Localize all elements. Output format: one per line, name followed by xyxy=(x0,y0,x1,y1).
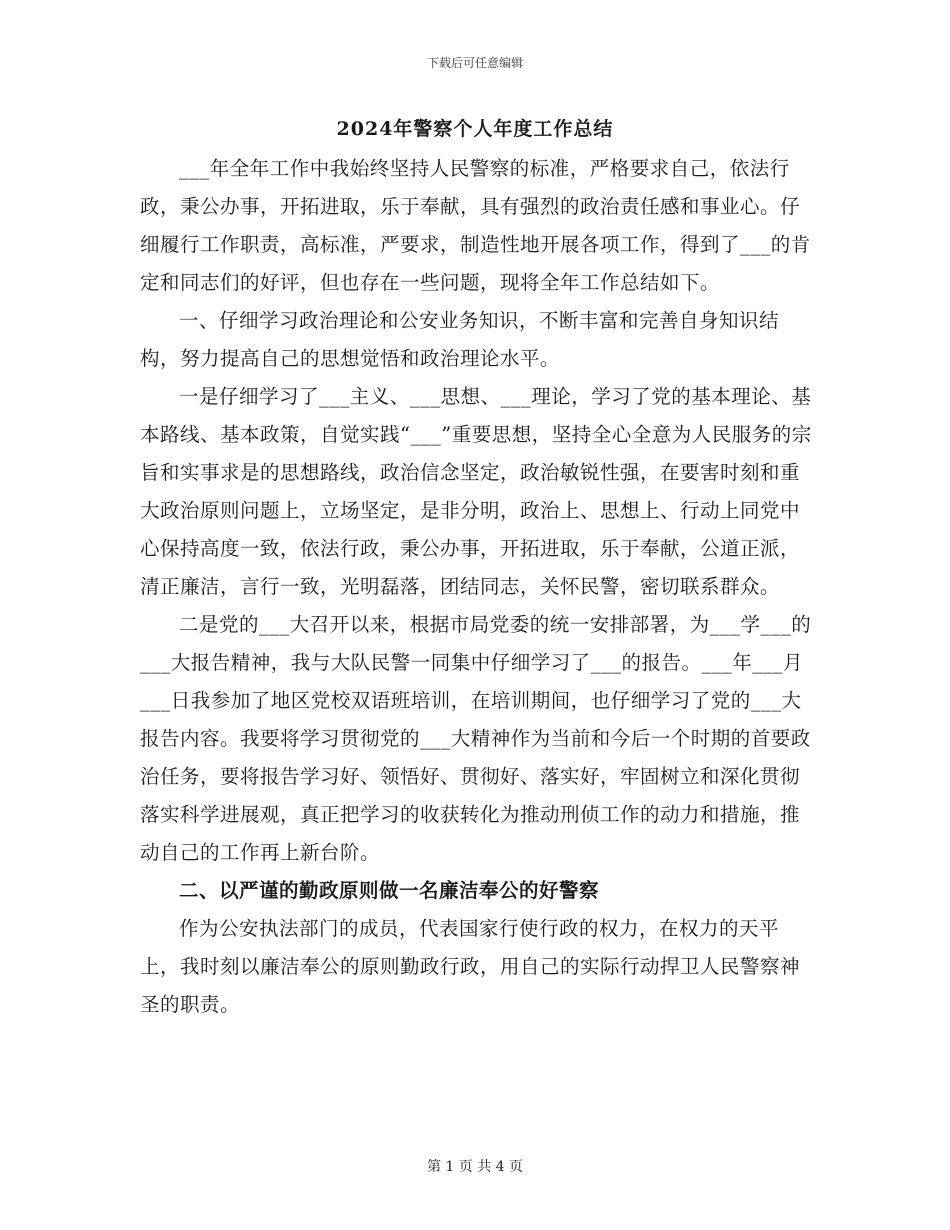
paragraph-point-1: 一是仔细学习了___主义、___思想、___理论，学习了党的基本理论、基本路线、基本政策，自觉实践“___”重要思想，坚持全心全意为人民服务的宗旨和实事求是的思想路线，政治信念坚定，政治敏锐性强，在要害时刻和重大政治原则问题上，立场坚定，是非分明，政治上、思想上、行动上同党中心保持高度一致，依法行政，秉公办事，开拓进取，乐于奉献，公道正派，清正廉洁，言行一致，光明磊落，团结同志，关怀民警，密切联系群众。 xyxy=(140,385,812,598)
document-title: 2024年警察个人年度工作总结 xyxy=(336,118,614,140)
paragraph-intro: ___年全年工作中我始终坚持人民警察的标准，严格要求自己，依法行政，秉公办事，开拓进取，乐于奉献，具有强烈的政治责任感和事业心。仔细履行工作职责，高标准，严要求，制造性地开展各项工作，得到了___的肯定和同志们的好评，但也存在一些问题，现将全年工作总结如下。 xyxy=(140,157,811,294)
document-body xyxy=(140,150,812,1024)
paragraph-point-2: 二是党的___大召开以来，根据市局党委的统一安排部署，为___学___的___大报告精神，我与大队民警一同集中仔细学习了___的报告。___年___月___日我参加了地区党校双语班培训，在培训期间，也仔细学习了党的___大报告内容。我要将学习贯彻党的___大精神作为当前和今后一个时期的首要政治任务，要将报告学习好、领悟好、贯彻好、落实好，牢固树立和深化贯彻落实科学进展观，真正把学习的收获转化为推动刑侦工作的动力和措施，推动自己的工作再上新台阶。 xyxy=(140,613,812,864)
page-number: 第 1 页 共 4 页 xyxy=(426,1159,524,1175)
paragraph-section-2: 作为公安执法部门的成员，代表国家行使行政的权力，在权力的天平上，我时刻以廉洁奉公的原则勤政行政，用自己的实际行动捍卫人民警察神圣的职责。 xyxy=(140,917,801,1016)
paragraph-section-1: 一、仔细学习政治理论和公安业务知识，不断丰富和完善自身知识结构，努力提高自己的思想觉悟和政治理论水平。 xyxy=(140,309,780,370)
section-2-heading: 二、以严谨的勤政原则做一名廉洁奉公的好警察 xyxy=(179,879,600,902)
header-note: 下载后可任意编辑 xyxy=(426,56,523,70)
